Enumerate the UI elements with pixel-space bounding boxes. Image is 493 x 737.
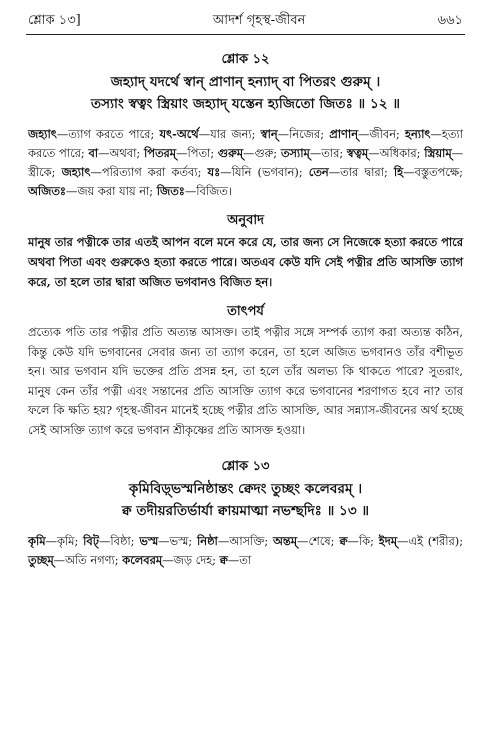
synonym-term: যৎ-অর্থে (159, 127, 199, 141)
synonym-meaning: তার দ্বারা; (340, 165, 388, 179)
synonym-term: তস্যাম্ (280, 146, 310, 160)
synonym-meaning: তার; (321, 146, 344, 160)
synonym-meaning: ত্যাগ করতে পারে; (68, 127, 155, 141)
synonym-meaning: পরিত্যাগ করা কর্তব্য; (101, 165, 202, 179)
synonym-meaning: জড় দেহ; (173, 552, 216, 567)
synonym-term: কলেবরম্ (122, 552, 163, 567)
translation-heading: অনুবাদ (227, 213, 264, 228)
header-chapter-title: আদর্শ গৃহস্থ-জীবন (212, 12, 306, 28)
verse-12-synonyms: জহ্যাৎ—ত্যাগ করতে পারে; যৎ-অর্থে—যার জন্য; স্বান্—নিজের; প্রাণান্—জীবন; হন্যাৎ—হত্যা করতে পারে; বা—অথবা; পিতরম্—পিতা; গুরুম্—গুরু; তস্যাম্—তার; স্বত্বম্—অধিকার; স্ত্রিয়াম্—স্ত্রীকে; জহ্যাৎ—পরিত্যাগ করা কর্তব্য; যঃ—যিনি (ভগবান); তেন—তার দ্বারা; হি—বস্তুতপক্ষে; অজিতঃ—জয় করা যায় না; জিতঃ—বিজিত। (28, 127, 464, 198)
synonym-meaning: অথবা; (109, 146, 141, 160)
synonym-term: হন্যাৎ (405, 127, 431, 141)
synonym-meaning: অধিকার; (379, 146, 421, 160)
synonym-term: নিষ্ঠা (197, 533, 218, 548)
synonym-term: জহ্যাৎ (28, 127, 57, 141)
synonym-meaning: ভস্ম; (169, 533, 193, 548)
synonym-term: জহ্যাৎ (61, 165, 91, 179)
verse-13-synonyms: কৃমি—কৃমি; বিট্—বিষ্ঠা; ভস্ম—ভস্ম; নিষ্ঠা—আসক্তি; অন্তম্—শেষে; ক্ব—কি; ইদম্—এই (শরীর); তুচ্ছম্—অতি নগণ্য; কলেবরম্—জড় দেহ; ক্ব—তা (28, 533, 464, 567)
synonym-meaning: পিতা; (187, 146, 215, 160)
synonym-term: হি (393, 165, 404, 179)
synonym-term: যঃ (207, 165, 221, 179)
synonym-meaning: কৃমি; (56, 533, 79, 548)
synonym-meaning: আসক্তি; (229, 533, 269, 548)
synonym-term: ভস্ম (139, 533, 159, 548)
page-content (28, 44, 463, 570)
header-divider (26, 34, 465, 35)
synonym-meaning: বস্তুতপক্ষে; (414, 165, 463, 179)
purport-heading: তাৎপর্য (227, 304, 264, 319)
synonym-term: জিতঃ (156, 184, 185, 198)
synonym-meaning: গুরু; (254, 146, 278, 160)
synonym-meaning: তা (239, 552, 252, 567)
synonym-term: অন্তম্ (273, 533, 298, 548)
synonym-meaning: স্ত্রীকে; (28, 165, 56, 179)
synonym-meaning: অতি নগণ্য; (65, 552, 119, 567)
synonym-term: বা (88, 146, 99, 160)
synonym-term: বিট্ (83, 533, 99, 548)
synonym-meaning: বিজিত। (196, 184, 232, 198)
verse-12-translation: মানুষ তার পত্নীকে তার এতই আপন বলে মনে করে যে, তার জন্য সে নিজেকে হত্যা করতে পারে অথবা পিতা এবং গুরুকেও হত্যা করতে পারে। অতএব কেউ যদি সেই পত্নীর প্রতি আসক্তি ত্যাগ করে, তা হলে তার দ্বারা অজিত ভগবানও বিজিত হন। (28, 235, 463, 289)
synonym-meaning: যার জন্য; (210, 127, 256, 141)
synonym-term: স্ত্রিয়াম্ (424, 146, 452, 160)
header-verse-ref: শ্লোক ১৩] (28, 12, 81, 28)
synonym-meaning: হত্যা করতে পারে; (28, 127, 464, 160)
page-header (28, 8, 463, 34)
synonym-term: পিতরম্ (143, 146, 177, 160)
verse-12-line-1: জহ্যাদ্ যদর্থে স্বান্ প্রাণান্ হন্যাদ্ বা পিতরং গুরুম্ । (110, 74, 381, 90)
synonym-term: ইদম্ (378, 533, 398, 548)
synonym-meaning: জয় করা যায় না; (77, 184, 154, 198)
synonym-meaning: জীবন; (369, 127, 400, 141)
synonym-term: প্রাণান্ (329, 127, 359, 141)
synonym-term: স্বান্ (260, 127, 278, 141)
synonym-term: অজিতঃ (28, 184, 66, 198)
verse-12-number: শ্লোক ১২ (221, 52, 270, 67)
synonym-term: তেন (308, 165, 329, 179)
synonym-term: গুরুম্ (217, 146, 244, 160)
verse-13-number: শ্লোক ১৩ (221, 458, 270, 474)
synonym-term: ক্ব (339, 533, 348, 548)
synonym-term: কৃমি (28, 533, 46, 548)
verse-12-line-2: তস্যাং স্বত্বং স্ত্রিয়াং জহ্যাদ্ যস্তেন হ্যজিতো জিতঃ ॥ ১২ ॥ (90, 96, 401, 112)
synonym-meaning: বিষ্ঠা; (110, 533, 135, 548)
synonym-meaning: এই (শরীর); (408, 533, 464, 548)
synonym-meaning: শেষে; (308, 533, 335, 548)
synonym-meaning: কি; (358, 533, 374, 548)
synonym-term: তুচ্ছম্ (28, 552, 54, 567)
synonym-term: স্বত্বম্ (346, 146, 369, 160)
synonym-meaning: যিনি (ভগবান); (231, 165, 303, 179)
verse-13-line-2: ক্ব তদীয়রতির্ভার্যা ক্বায়মাত্মা নভশ্ছদিঃ ॥ ১৩ ॥ (121, 502, 370, 519)
verse-13-line-1: কৃমিবিড়্ভস্মনিষ্ঠান্তং ক্বেদং তুচ্ছং কলেবরম্ । (128, 480, 363, 497)
verse-12-purport: প্রত্যেক পতি তার পত্নীর প্রতি অত্যন্ত আসক্ত। তাই পত্নীর সঙ্গে সম্পর্ক ত্যাগ করা অত্যন্ত কঠিন, কিন্তু কেউ যদি ভগবানের সেবার জন্য তা ত্যাগ করেন, তা হলে অজিত ভগবানও তাঁর বশীভূত হন। আর ভগবান যদি ভক্তের প্রতি প্রসন্ন হন, তা হলে তাঁর অলভ্য কি থাকতে পারে? সুতরাং, মানুষ কেন তাঁর পত্নী এবং সন্তানের প্রতি আসক্তি ত্যাগ করে ভগবানের শরণাগত হবে না? তার ফলে কি ক্ষতি হয়? গৃহস্থ-জীবন মানেই হচ্ছে পত্নীর প্রতি আসক্তি, আর সন্ন্যাস-জীবনের অর্থ হচ্ছে সেই আসক্তি ত্যাগ করে ভগবান শ্রীকৃষ্ণের প্রতি আসক্ত হওয়া। (28, 325, 463, 437)
header-page-number: ৬৬১ (437, 12, 463, 28)
synonym-meaning: নিজের; (289, 127, 325, 141)
synonym-term: ক্ব (219, 552, 228, 567)
